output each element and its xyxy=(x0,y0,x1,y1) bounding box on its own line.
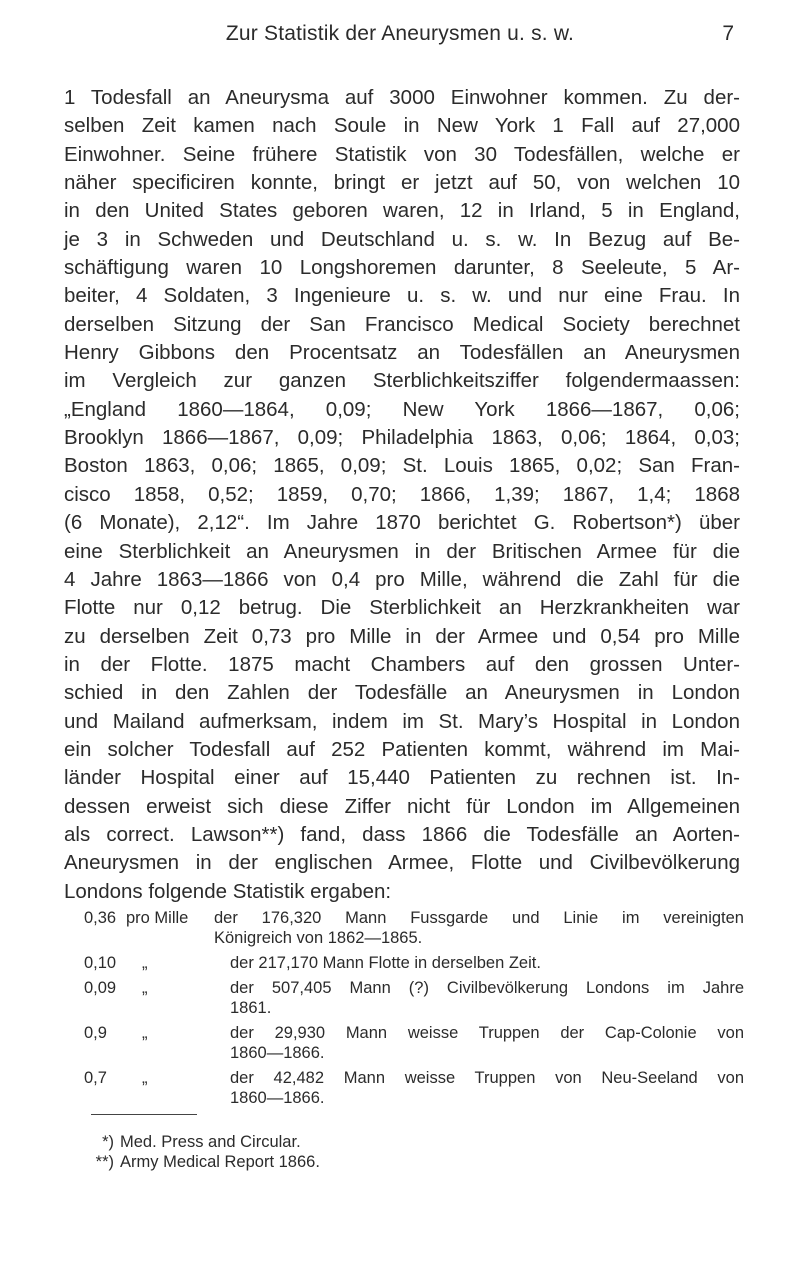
statistics-description xyxy=(230,953,744,973)
statistics-row xyxy=(84,1023,744,1063)
text-line: Aneurysmen in der englischen Armee, Flotte und Civilbevölkerung xyxy=(64,851,740,875)
text-line: Einwohner. Seine frühere Statistik von 30 Todesfällen, welche er xyxy=(64,142,740,166)
text-line: selben Zeit kamen nach Soule in New York 1 Fall auf 27,000 xyxy=(64,114,740,138)
footnote xyxy=(84,1132,320,1152)
body-paragraph xyxy=(64,84,740,906)
running-header xyxy=(0,20,800,52)
footnote xyxy=(84,1152,320,1172)
text-line: länder Hospital einer auf 15,440 Patienten zu rechnen ist. In- xyxy=(64,766,740,790)
text-line: schäftigung waren 10 Longshoremen darunter, 8 Seeleute, 5 Ar- xyxy=(64,256,740,280)
statistics-row xyxy=(84,908,744,948)
statistics-unit: „ xyxy=(142,954,148,972)
text-line: Boston 1863, 0,06; 1865, 0,09; St. Louis 1865, 0,02; San Fran- xyxy=(64,454,740,478)
footnotes xyxy=(84,1132,320,1172)
statistics-description xyxy=(214,908,744,948)
text-line: ein solcher Todesfall auf 252 Patienten kommt, während im Mai- xyxy=(64,737,740,761)
statistics-description-line: der 42,482 Mann weisse Truppen von Neu-Seeland von xyxy=(230,1069,744,1087)
statistics-description-line: der 217,170 Mann Flotte in derselben Zeit. xyxy=(230,954,541,972)
text-line: schied in den Zahlen der Todesfälle an Aneurysmen in London xyxy=(64,681,740,705)
text-line: beiter, 4 Soldaten, 3 Ingenieure u. s. w. und nur eine Frau. In xyxy=(64,284,740,308)
statistics-unit: „ xyxy=(142,1024,148,1042)
text-line: zu derselben Zeit 0,73 pro Mille in der Armee und 0,54 pro Mille xyxy=(64,624,740,648)
text-line: „England 1860—1864, 0,09; New York 1866—1867, 0,06; xyxy=(64,397,740,421)
text-line: eine Sterblichkeit an Aneurysmen in der Britischen Armee für die xyxy=(64,539,740,563)
statistics-value: 0,09 xyxy=(84,979,117,997)
statistics-description-line: 1860—1866. xyxy=(230,1089,325,1107)
text-line: Londons folgende Statistik ergaben: xyxy=(64,879,392,903)
statistics-table xyxy=(84,908,744,1113)
text-line: Flotte nur 0,12 betrug. Die Sterblichkeit an Herzkrankheiten war xyxy=(64,596,740,620)
footnote-text: Med. Press and Circular. xyxy=(120,1133,301,1151)
statistics-description-line: 1861. xyxy=(230,999,272,1017)
statistics-description-line: Königreich von 1862—1865. xyxy=(214,929,423,947)
statistics-unit: „ xyxy=(142,979,148,997)
text-line: und Mailand aufmerksam, indem im St. Mary’s Hospital in London xyxy=(64,709,740,733)
text-line: im Vergleich zur ganzen Sterblichkeitsziffer folgendermaassen: xyxy=(64,369,740,393)
text-line: Brooklyn 1866—1867, 0,09; Philadelphia 1863, 0,06; 1864, 0,03; xyxy=(64,426,740,450)
text-line: 4 Jahre 1863—1866 von 0,4 pro Mille, während die Zahl für die xyxy=(64,567,740,591)
statistics-value: 0,10 xyxy=(84,954,117,972)
text-line: (6 Monate), 2,12“. Im Jahre 1870 berichtet G. Robertson*) über xyxy=(64,511,740,535)
statistics-value: 0,7 xyxy=(84,1069,107,1087)
statistics-row xyxy=(84,978,744,1018)
text-line: cisco 1858, 0,52; 1859, 0,70; 1866, 1,39; 1867, 1,4; 1868 xyxy=(64,482,740,506)
statistics-row xyxy=(84,953,744,973)
text-line: als correct. Lawson**) fand, dass 1866 die Todesfälle an Aorten- xyxy=(64,822,740,846)
footnote-text: Army Medical Report 1866. xyxy=(120,1153,320,1171)
footnote-divider xyxy=(91,1114,197,1115)
text-line: je 3 in Schweden und Deutschland u. s. w. In Bezug auf Be- xyxy=(64,227,740,251)
statistics-description-line: der 29,930 Mann weisse Truppen der Cap-Colonie von xyxy=(230,1024,744,1042)
statistics-row xyxy=(84,1068,744,1108)
statistics-unit: „ xyxy=(142,1069,148,1087)
statistics-description-line: der 176,320 Mann Fussgarde und Linie im vereinigten xyxy=(214,909,744,927)
statistics-description xyxy=(230,1068,744,1108)
text-line: näher specificiren konnte, bringt er jetzt auf 50, von welchen 10 xyxy=(64,171,740,195)
text-line: Henry Gibbons den Procentsatz an Todesfällen an Aneurysmen xyxy=(64,341,740,365)
footnote-marker: **) xyxy=(95,1153,114,1171)
footnote-marker: *) xyxy=(102,1133,114,1151)
text-line: 1 Todesfall an Aneurysma auf 3000 Einwohner kommen. Zu der- xyxy=(64,86,740,109)
statistics-value: 0,9 xyxy=(84,1024,107,1042)
text-line: dessen erweist sich diese Ziffer nicht für London im Allgemeinen xyxy=(64,794,740,818)
page-number: 7 xyxy=(722,22,734,45)
statistics-value: 0,36 xyxy=(84,909,117,927)
text-line: in der Flotte. 1875 macht Chambers auf den grossen Unter- xyxy=(64,652,740,676)
statistics-description-line: 1860—1866. xyxy=(230,1044,325,1062)
statistics-unit: pro Mille xyxy=(126,909,189,927)
text-line: in den United States geboren waren, 12 in Irland, 5 in England, xyxy=(64,199,740,223)
text-line: derselben Sitzung der San Francisco Medical Society berechnet xyxy=(64,312,740,336)
statistics-description xyxy=(230,978,744,1018)
statistics-description xyxy=(230,1023,744,1063)
running-title: Zur Statistik der Aneurysmen u. s. w. xyxy=(225,22,575,45)
statistics-description-line: der 507,405 Mann (?) Civilbevölkerung Londons im Jahre xyxy=(230,979,744,997)
